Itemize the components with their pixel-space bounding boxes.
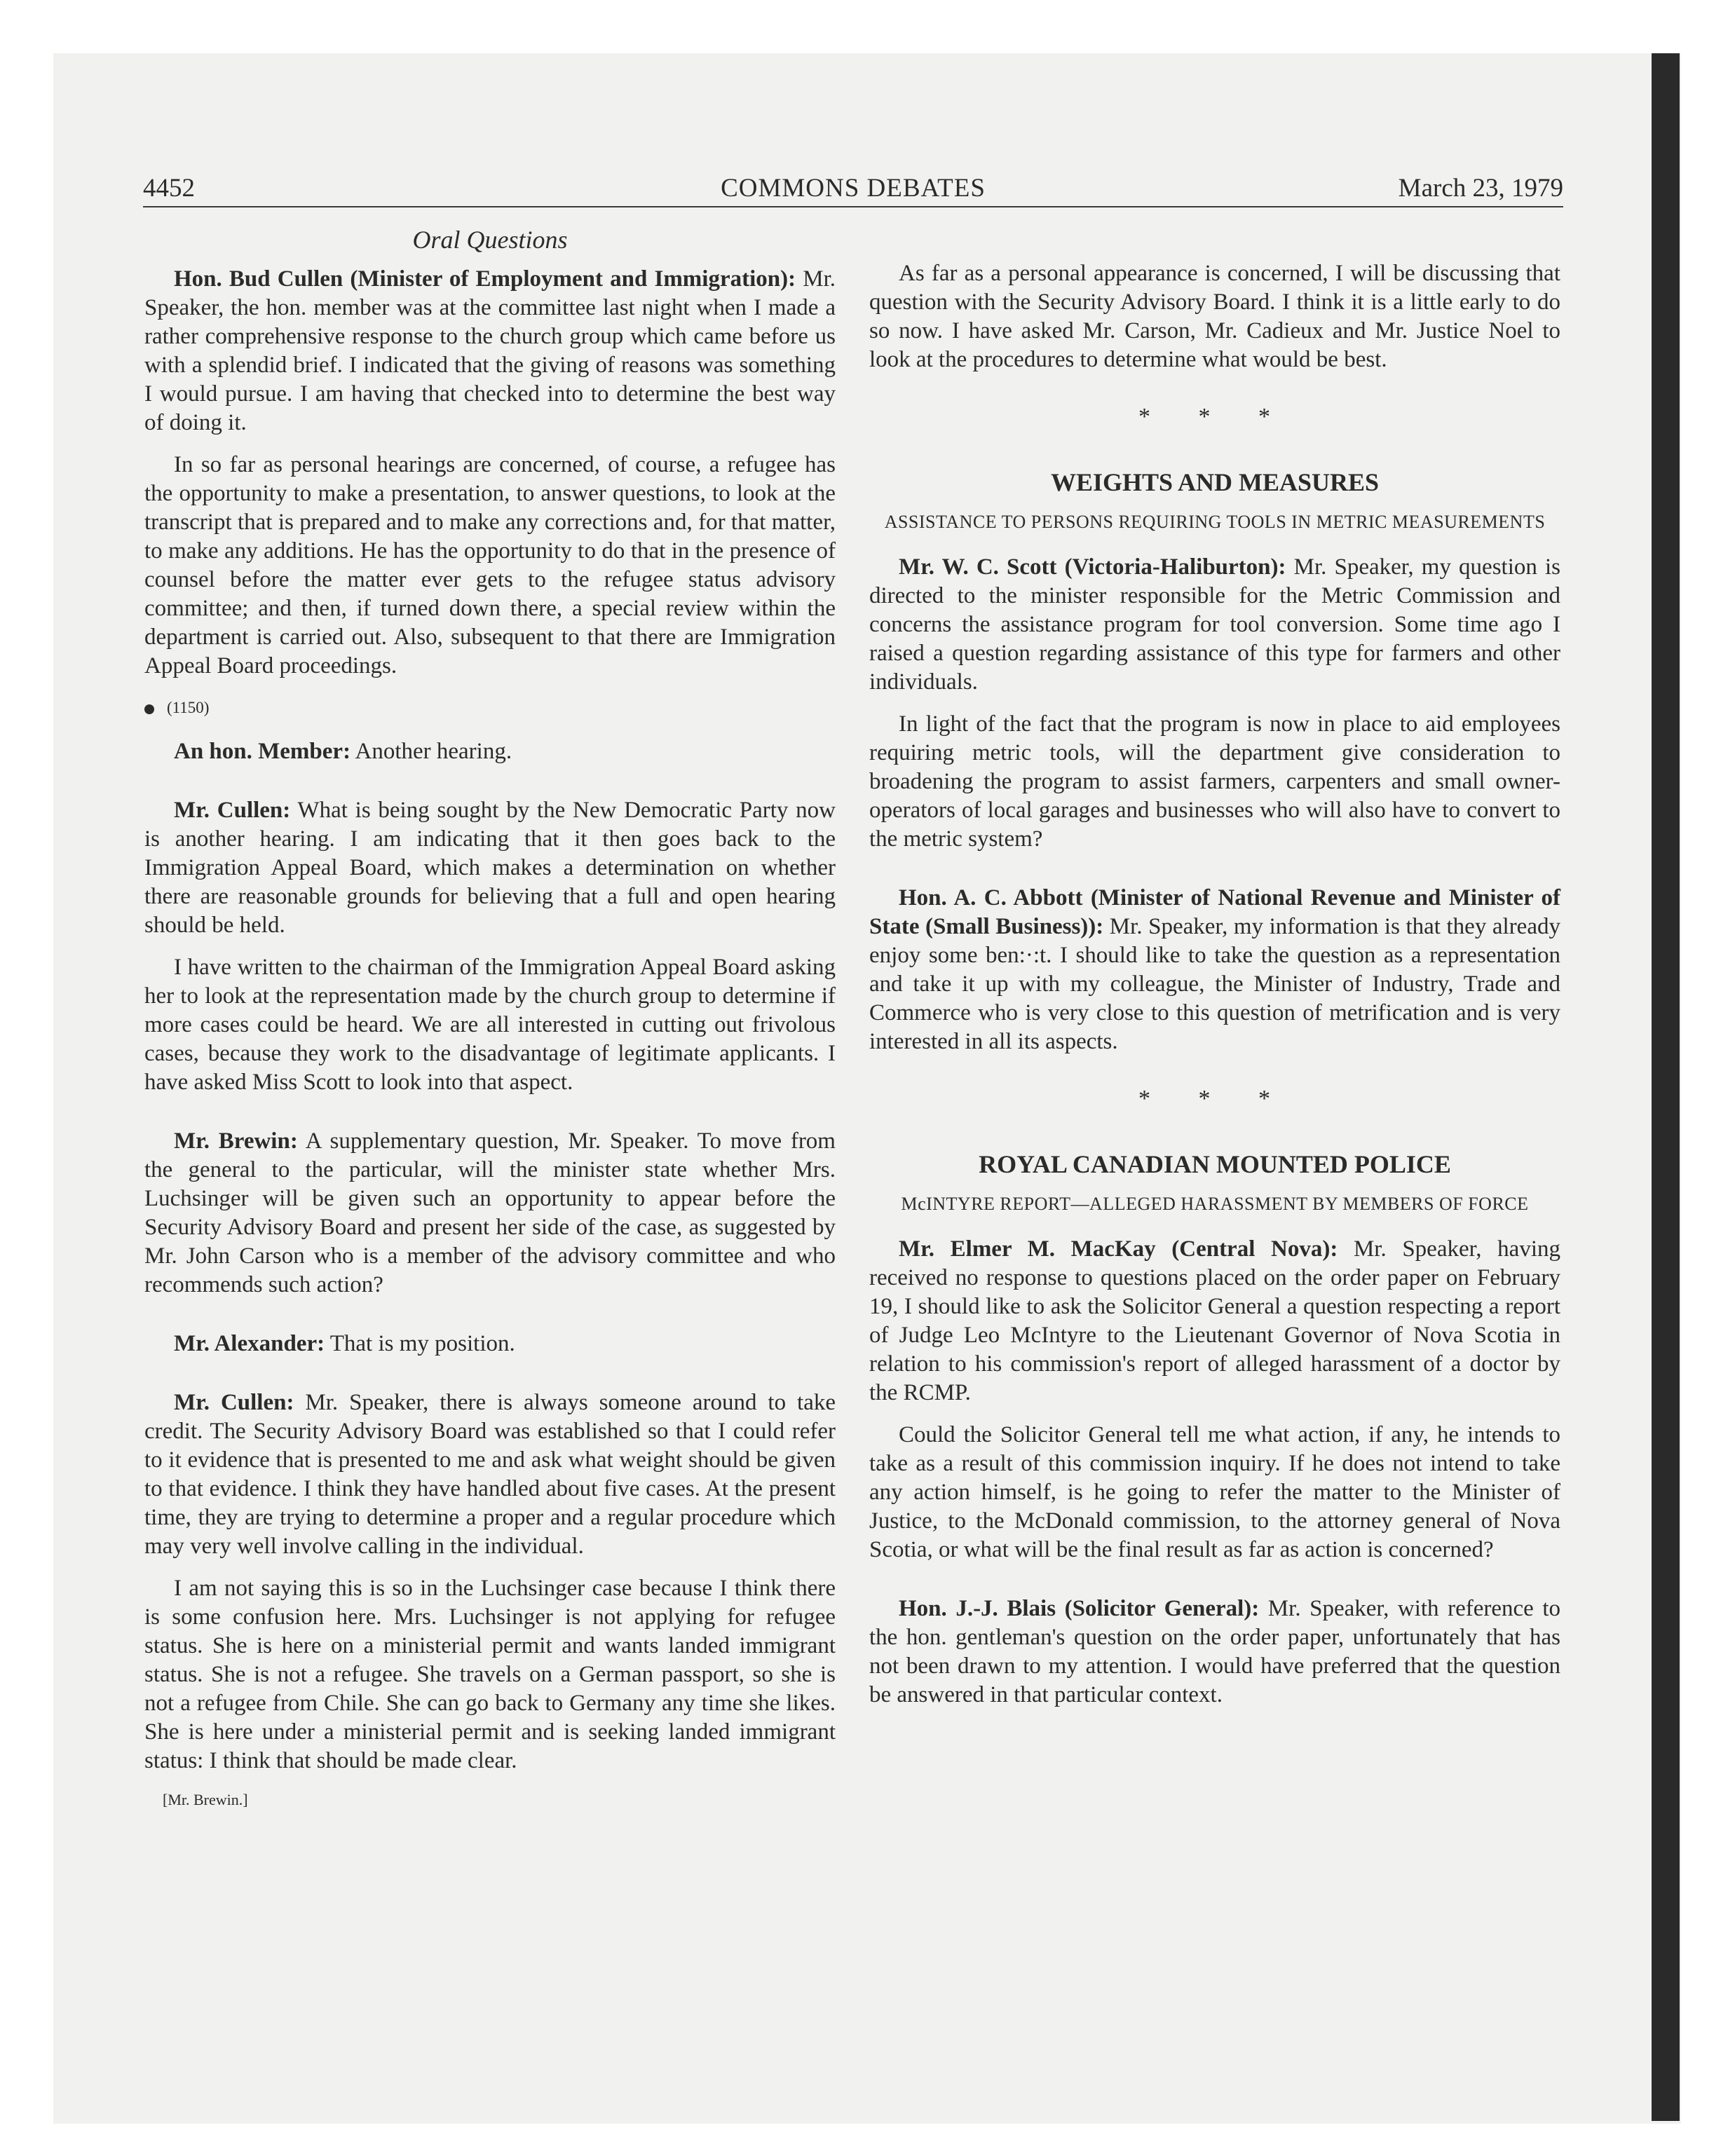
speech-text: Mr. Speaker, the hon. member was at the committee last night when I made a rather comprehensive response to the church group which came before us with a splendid brief. I indicated that the giving of reasons was something I would pursue. I am having that checked into to determine the best way of doing it. [144, 266, 836, 435]
speaker-name: Mr. W. C. Scott (Victoria-Haliburton): [899, 554, 1286, 580]
page-footnote: [Mr. Brewin.] [163, 1791, 248, 1808]
speech-text: What is being sought by the New Democratic Party now is another hearing. I am indicating that it then goes back to the Immigration Appeal Board, which makes a determination on whether there are reasonable grounds for believing that a full and open hearing should be held. [144, 798, 836, 938]
speaker-name: Mr. Cullen: [174, 798, 291, 823]
speech-paragraph [144, 1330, 836, 1358]
section-label: Oral Questions [412, 226, 568, 254]
speaker-name: An hon. Member: [174, 739, 351, 764]
speaker-name: Mr. Elmer M. MacKay (Central Nova): [899, 1236, 1338, 1262]
speaker-name: Mr. Brewin: [174, 1128, 298, 1154]
section-subheading: ASSISTANCE TO PERSONS REQUIRING TOOLS IN METRIC MEASUREMENTS [884, 512, 1546, 532]
speech-paragraph: As far as a personal appearance is concerned, I will be discussing that question with the Security Advisory Board. I think it is a little early to do so now. I have asked Mr. Carson, Mr. Cadieux and Mr. Justice Noel to look at the procedures to determine what would be best. [869, 261, 1560, 372]
publication-title: COMMONS DEBATES [721, 174, 986, 203]
speech-text: Mr. Speaker, my information is that they already enjoy some ben:·:t. I should like to take the question as a representation and take it up with my colleague, the Minister of Industry, Trade and Commerce who is very close to this question of metrification and is very interested in all its aspects. [869, 914, 1560, 1054]
speech-paragraph [869, 1595, 1560, 1710]
page-number: 4452 [143, 174, 195, 203]
speech-text: Mr. Speaker, with reference to the hon. gentleman's question on the order paper, unfortunately that has not been drawn to my attention. I would have preferred that the question be answered in that particular context. [869, 1596, 1560, 1707]
speech-text: Mr. Speaker, having received no response to questions placed on the order paper on February 19, I should like to ask the Solicitor General a question respecting a report of Judge Leo McIntyre to the Lieutenant Governor of Nova Scotia in relation to his commission's report of alleged harassment of a doctor by the RCMP. [869, 1236, 1560, 1405]
page-date: March 23, 1979 [1398, 174, 1563, 203]
time-marker [144, 694, 836, 722]
speech-paragraph [144, 737, 836, 766]
right-column [869, 259, 1560, 1723]
speech-paragraph: I am not saying this is so in the Luchsinger case because I think there is some confusion here. Mrs. Luchsinger is not applying for refugee status. She is here on a ministerial permit and wants landed immigrant status. She is not a refugee. She travels on a German passport, so she is not a refugee from Chile. She can go back to Germany any time she likes. She is here under a ministerial permit and is seeking landed immigrant status: I think that should be made clear. [144, 1576, 836, 1773]
speech-text: That is my position. [325, 1331, 515, 1356]
time-marker-label: (1150) [167, 699, 210, 716]
section-separator: * * * [1138, 404, 1291, 430]
left-column [144, 223, 836, 1811]
speech-paragraph [869, 884, 1560, 1056]
speaker-name: Hon. J.-J. Blais (Solicitor General): [899, 1596, 1260, 1621]
section-subheading: McINTYRE REPORT—ALLEGED HARASSMENT BY MEMBERS OF FORCE [901, 1194, 1529, 1214]
speech-text: Mr. Speaker, my question is directed to the minister responsible for the Metric Commission and concerns the assistance program for tool conversion. Some time ago I raised a question regarding assistance of this type for farmers and other individuals. [869, 554, 1560, 695]
speech-paragraph: In so far as personal hearings are concerned, of course, a refugee has the opportunity to make a presentation, to answer questions, to look at the transcript that is prepared and to make any corrections and, for that matter, to make any additions. He has the opportunity to do that in the presence of counsel before the matter ever gets to the refugee status advisory committee; and then, if turned down there, a special review within the department is carried out. Also, subsequent to that there are Immigration Appeal Board proceedings. [144, 452, 836, 678]
speech-paragraph: In light of the fact that the program is now in place to aid employees requiring metric tools, will the department give consideration to broadening the program to assist farmers, carpenters and small owner-operators of local garages and businesses who will also have to convert to the metric system? [869, 711, 1560, 852]
speaker-name: Hon. Bud Cullen (Minister of Employment and Immigration): [174, 266, 796, 292]
scan-edge-shadow [1652, 53, 1680, 2121]
speech-paragraph: Could the Solicitor General tell me what action, if any, he intends to take as a result of this commission inquiry. If he does not intend to take any action himself, is he going to refer the matter to the Minister of Justice, to the McDonald commission, to the attorney general of Nova Scotia, or what will be the final result as far as action is concerned? [869, 1422, 1560, 1562]
speech-text: A supplementary question, Mr. Speaker. To move from the general to the particular, will the minister state whether Mrs. Luchsinger will be given such an opportunity to appear before the Security Advisory Board and present her side of the case, as suggested by Mr. John Carson who is a member of the advisory committee and who recommends such action? [144, 1128, 836, 1297]
speaker-name: Mr. Cullen: [174, 1390, 294, 1415]
header-rule [143, 206, 1563, 207]
page-header [143, 171, 1563, 206]
speech-paragraph [144, 1389, 836, 1561]
speaker-name: Mr. Alexander: [174, 1331, 325, 1356]
section-heading: ROYAL CANADIAN MOUNTED POLICE [979, 1150, 1451, 1178]
section-separator: * * * [1138, 1086, 1291, 1112]
speech-paragraph: I have written to the chairman of the Immigration Appeal Board asking her to look at the representation made by the church group to determine if more cases could be heard. We are all interested in cutting out frivolous cases, because they work to the disadvantage of legitimate applicants. I have asked Miss Scott to look into that aspect. [144, 955, 836, 1095]
speech-paragraph [144, 796, 836, 940]
section-heading: WEIGHTS AND MEASURES [1050, 468, 1380, 496]
bullet-dot-icon [144, 704, 154, 714]
speech-text: Another hearing. [351, 739, 512, 764]
speech-paragraph [869, 553, 1560, 697]
speech-paragraph [144, 265, 836, 437]
speaker-name: Hon. A. C. Abbott (Minister of National Revenue and Minister of State (Small Business)): [869, 885, 1560, 939]
speech-paragraph [869, 1235, 1560, 1407]
speech-paragraph [144, 1127, 836, 1299]
speech-text: Mr. Speaker, there is always someone around to take credit. The Security Advisory Board was established so that I could refer to it evidence that is presented to me and ask what weight should be given to that evidence. I think they have handled about five cases. At the present time, they are trying to determine a proper and a regular procedure which may very well involve calling in the individual. [144, 1390, 836, 1559]
